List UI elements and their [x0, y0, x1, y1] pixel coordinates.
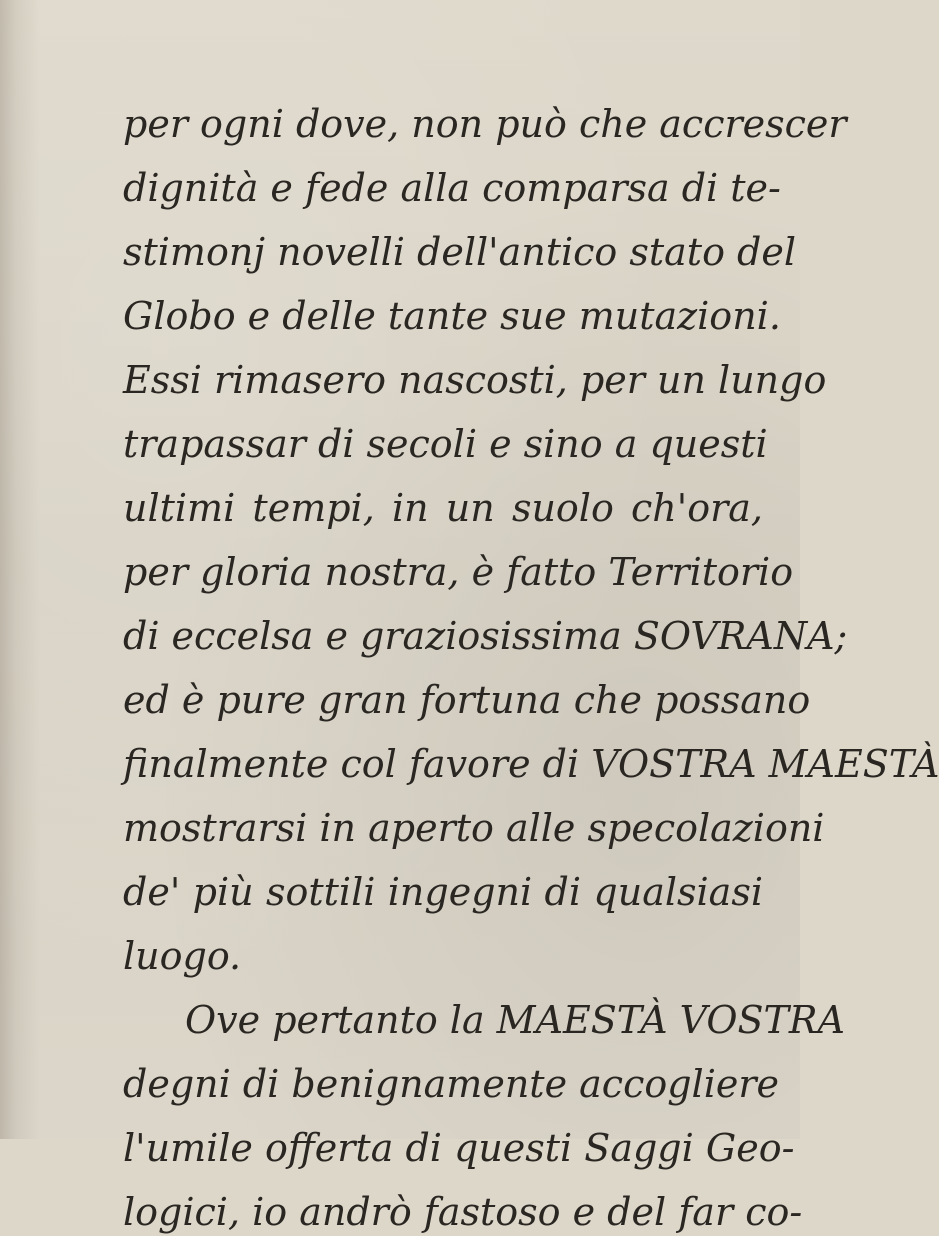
text-line: degni di benignamente accogliere [123, 1062, 780, 1106]
text-line: finalmente col favore di VOSTRA MAESTÀ [123, 742, 939, 786]
text-line: di eccelsa e graziosissima SOVRANA; [123, 614, 848, 658]
text-line: stimonj novelli dell'antico stato del [123, 230, 796, 274]
text-line: per ogni dove, non può che accrescer [123, 102, 847, 146]
text-line: logici, io andrò fastoso e del far co- [123, 1190, 803, 1234]
text-line: de' più sottili ingegni di qualsiasi [123, 870, 763, 914]
text-line: mostrarsi in aperto alle specolazioni [123, 806, 825, 850]
text-line: l'umile offerta di questi Saggi Geo- [123, 1126, 795, 1170]
text-line: luogo. [123, 934, 242, 978]
text-line: Essi rimasero nascosti, per un lungo [123, 358, 827, 402]
text-line: trapassar di secoli e sino a questi [123, 422, 768, 466]
text-line: ultimi tempi, in un suolo ch'ora, [123, 486, 763, 530]
text-line: Globo e delle tante sue mutazioni. [123, 294, 781, 338]
text-line: dignità e fede alla comparsa di te- [123, 166, 781, 210]
text-line: per gloria nostra, è fatto Territorio [123, 550, 794, 594]
text-line: ed è pure gran fortuna che possano [123, 678, 811, 722]
page-gutter-shadow [0, 0, 40, 1139]
text-line: Ove pertanto la MAESTÀ VOSTRA [185, 998, 845, 1042]
